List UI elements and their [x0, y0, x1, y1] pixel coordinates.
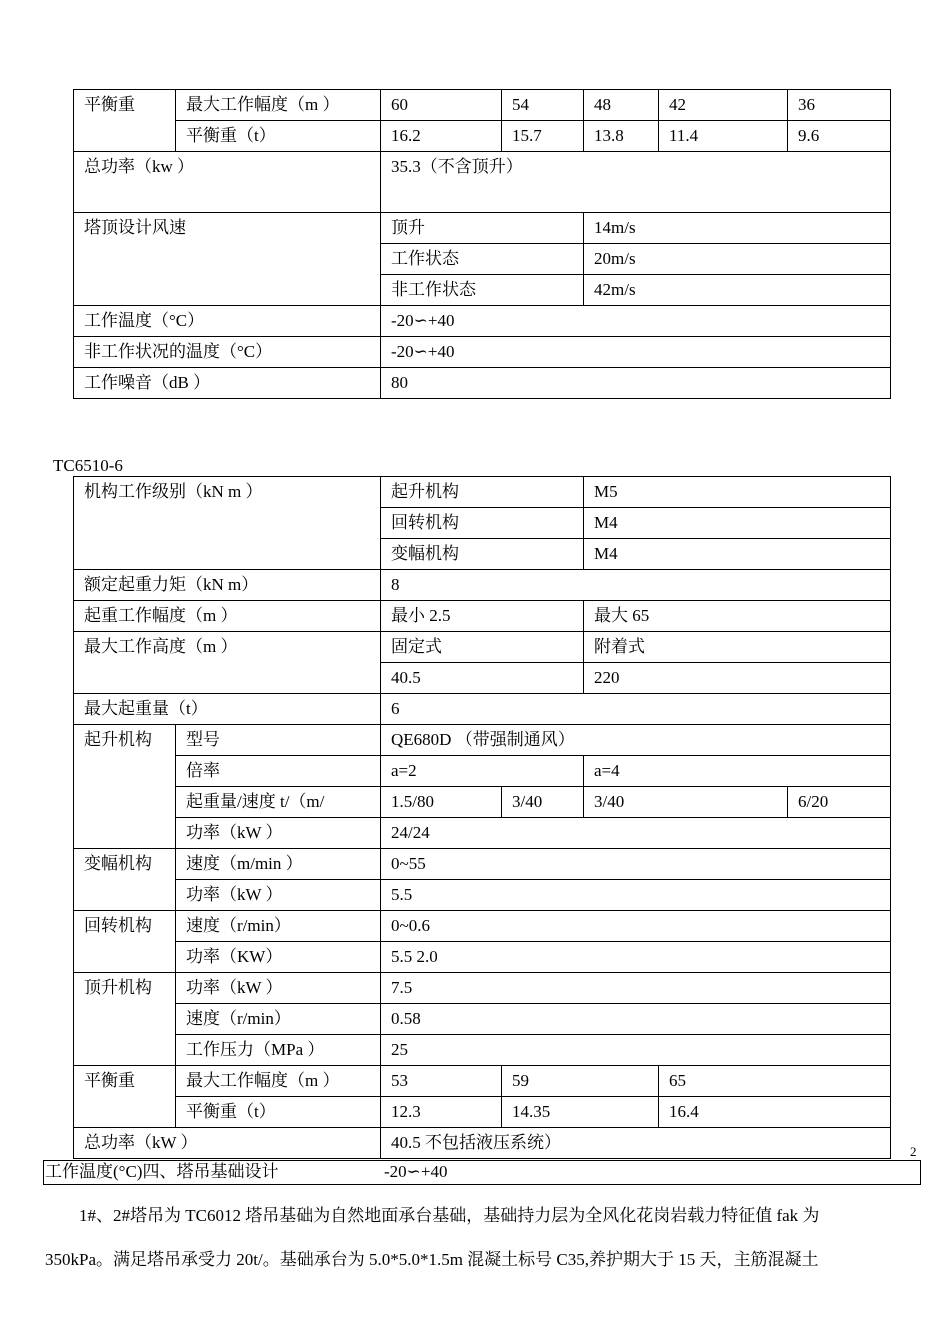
total-power-value: 40.5 不包括液压系统） [381, 1128, 891, 1159]
climb-speed-value: 0.58 [381, 1004, 891, 1035]
max-load-value: 6 [381, 694, 891, 725]
lift-radius-label: 起重工作幅度（m ） [74, 601, 381, 632]
height-fixed-value: 40.5 [381, 663, 584, 694]
height-attached-label: 附着式 [584, 632, 891, 663]
lift-radius-max: 最大 65 [584, 601, 891, 632]
work-temp-value: -20∽+40 [384, 1162, 448, 1181]
max-radius-label: 最大工作幅度（m ） [176, 90, 381, 121]
wind-condition-label: 顶升 [381, 213, 584, 244]
height-fixed-label: 固定式 [381, 632, 584, 663]
slewing-mechanism-label: 回转机构 [74, 911, 176, 973]
cw-weight-value: 12.3 [381, 1097, 502, 1128]
counterweight-row-label: 平衡重（t） [176, 121, 381, 152]
hoist-power-value: 24/24 [381, 818, 891, 849]
hoist-speed-value: 3/40 [502, 787, 584, 818]
slew-speed-value: 0~0.6 [381, 911, 891, 942]
counterweight-label: 平衡重 [74, 1066, 176, 1128]
counterweight-label: 平衡重 [74, 90, 176, 152]
paragraph-line: 1#、2#塔吊为 TC6012 塔吊基础为自然地面承台基础，基础持力层为全风化花岗岩载力特征值 fak 为 [79, 1206, 820, 1225]
luff-power-label: 功率（kW ） [176, 880, 381, 911]
noise-label: 工作噪音（dB ） [74, 368, 381, 399]
total-power-label: 总功率（kw ） [74, 152, 381, 213]
mechanism-name: 变幅机构 [381, 539, 584, 570]
mechanism-name: 回转机构 [381, 508, 584, 539]
cw-weight-value: 14.35 [502, 1097, 659, 1128]
hoist-speed-value: 6/20 [788, 787, 891, 818]
mech-level-label: 机构工作级别（kN m ） [74, 477, 381, 570]
slew-speed-label: 速度（r/min） [176, 911, 381, 942]
cw-radius-value: 53 [381, 1066, 502, 1097]
radius-value: 48 [584, 90, 659, 121]
wind-speed-value: 20m/s [584, 244, 891, 275]
wind-speed-value: 14m/s [584, 213, 891, 244]
wind-speed-label: 塔顶设计风速 [74, 213, 381, 306]
mechanism-name: 起升机构 [381, 477, 584, 508]
counterweight-value: 11.4 [659, 121, 788, 152]
work-temp-section-label: 工作温度(°C)四、塔吊基础设计 [45, 1162, 279, 1181]
work-temp-value: -20∽+40 [381, 306, 891, 337]
work-temp-row [43, 1160, 921, 1185]
mechanism-level: M5 [584, 477, 891, 508]
hoist-model-label: 型号 [176, 725, 381, 756]
spec-table-continued [73, 89, 891, 399]
hoist-speed-label: 起重量/速度 t/（m/ [176, 787, 381, 818]
luff-speed-value: 0~55 [381, 849, 891, 880]
cw-weight-value: 16.4 [659, 1097, 891, 1128]
mechanism-level: M4 [584, 539, 891, 570]
paragraph-line: 350kPa。满足塔吊承受力 20t/。基础承台为 5.0*5.0*1.5m 混凝土标号 C35,养护期大于 15 天，主筋混凝土 [45, 1250, 819, 1269]
hoist-model-value: QE680D （带强制通风） [381, 725, 891, 756]
max-load-label: 最大起重量（t） [74, 694, 381, 725]
hoist-speed-value: 3/40 [584, 787, 788, 818]
radius-value: 42 [659, 90, 788, 121]
rated-moment-value: 8 [381, 570, 891, 601]
luffing-mechanism-label: 变幅机构 [74, 849, 176, 911]
work-temp-label: 工作温度（°C） [74, 306, 381, 337]
nonwork-temp-label: 非工作状况的温度（°C） [74, 337, 381, 368]
climbing-mechanism-label: 顶升机构 [74, 973, 176, 1066]
wind-speed-value: 42m/s [584, 275, 891, 306]
page-number: 2 [910, 1144, 917, 1159]
hoist-ratio-a4: a=4 [584, 756, 891, 787]
counterweight-value: 15.7 [502, 121, 584, 152]
cw-radius-value: 65 [659, 1066, 891, 1097]
slew-power-value: 5.5 2.0 [381, 942, 891, 973]
table-heading-model: TC6510-6 [53, 456, 123, 475]
total-power-value: 35.3（不含顶升） [381, 152, 891, 213]
slew-power-label: 功率（KW） [176, 942, 381, 973]
cw-radius-label: 最大工作幅度（m ） [176, 1066, 381, 1097]
radius-value: 54 [502, 90, 584, 121]
height-attached-value: 220 [584, 663, 891, 694]
cw-radius-value: 59 [502, 1066, 659, 1097]
mechanism-level: M4 [584, 508, 891, 539]
luff-speed-label: 速度（m/min ） [176, 849, 381, 880]
max-height-label: 最大工作高度（m ） [74, 632, 381, 694]
spec-table-tc6510 [73, 476, 891, 1159]
wind-condition-label: 工作状态 [381, 244, 584, 275]
counterweight-value: 9.6 [788, 121, 891, 152]
hoist-power-label: 功率（kW ） [176, 818, 381, 849]
lift-radius-min: 最小 2.5 [381, 601, 584, 632]
counterweight-value: 13.8 [584, 121, 659, 152]
total-power-label: 总功率（kW ） [74, 1128, 381, 1159]
cw-weight-label: 平衡重（t） [176, 1097, 381, 1128]
hoist-speed-value: 1.5/80 [381, 787, 502, 818]
hoist-ratio-a2: a=2 [381, 756, 584, 787]
hoist-ratio-label: 倍率 [176, 756, 381, 787]
climb-power-value: 7.5 [381, 973, 891, 1004]
nonwork-temp-value: -20∽+40 [381, 337, 891, 368]
hoist-mechanism-label: 起升机构 [74, 725, 176, 849]
radius-value: 60 [381, 90, 502, 121]
climb-power-label: 功率（kW ） [176, 973, 381, 1004]
counterweight-value: 16.2 [381, 121, 502, 152]
climb-pressure-label: 工作压力（MPa ） [176, 1035, 381, 1066]
radius-value: 36 [788, 90, 891, 121]
luff-power-value: 5.5 [381, 880, 891, 911]
climb-pressure-value: 25 [381, 1035, 891, 1066]
noise-value: 80 [381, 368, 891, 399]
climb-speed-label: 速度（r/min） [176, 1004, 381, 1035]
wind-condition-label: 非工作状态 [381, 275, 584, 306]
rated-moment-label: 额定起重力矩（kN m） [74, 570, 381, 601]
